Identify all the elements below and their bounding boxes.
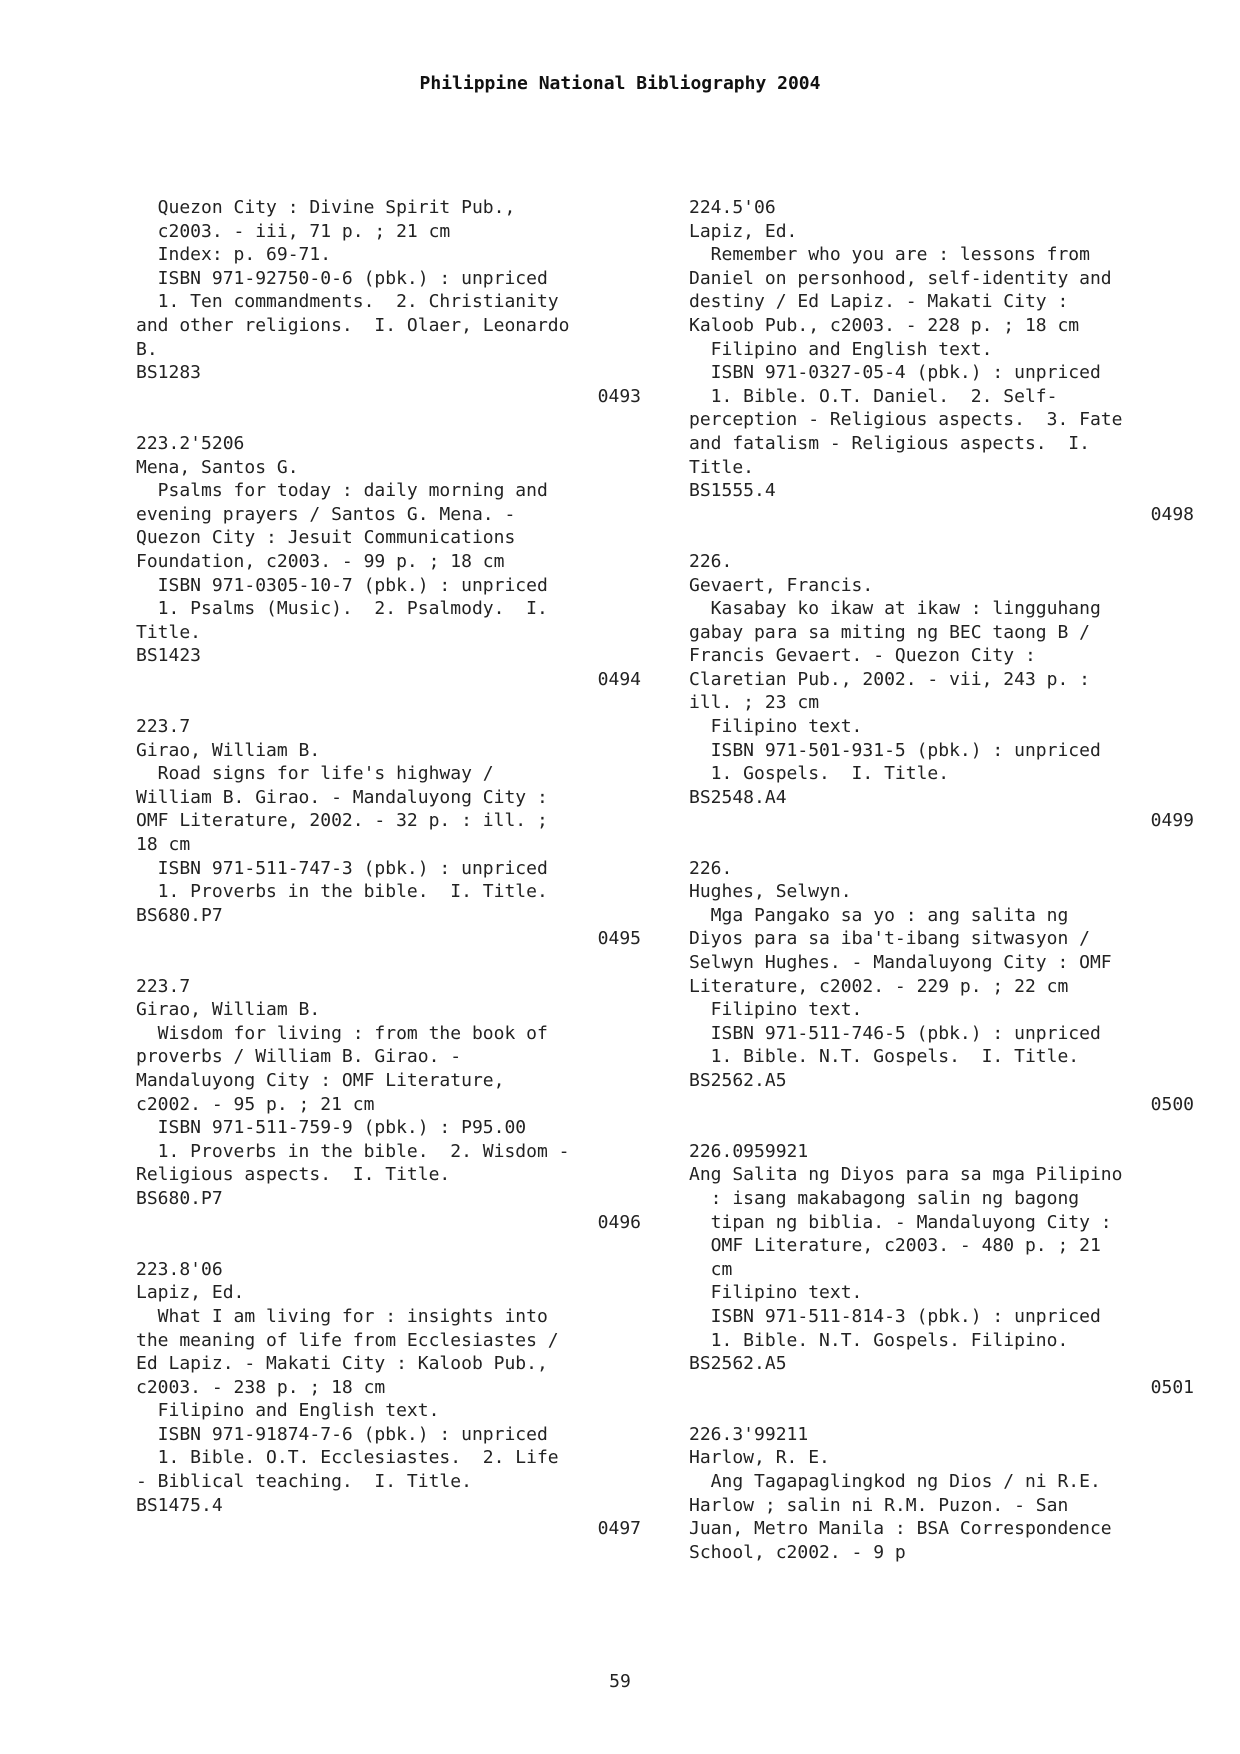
entry-number: 0495 bbox=[597, 928, 641, 950]
entry-line: evening prayers / Santos G. Mena. - bbox=[136, 503, 516, 525]
entry-line: Hughes, Selwyn. bbox=[689, 881, 852, 903]
bibliography-entry bbox=[689, 550, 1194, 833]
entry-line: 1. Bible. O.T. Ecclesiastes. 2. Life bbox=[136, 1447, 559, 1469]
entry-line: perception - Religious aspects. 3. Fate bbox=[689, 409, 1123, 431]
entry-line: cm bbox=[689, 1258, 733, 1280]
entry-line: BS2562.A5 bbox=[689, 1069, 787, 1091]
entry-line: and other religions. I. Olaer, Leonardo bbox=[136, 314, 570, 336]
entry-line: 226.3'99211 bbox=[689, 1423, 809, 1445]
entry-line: What I am living for : insights into bbox=[136, 1305, 548, 1327]
left-column bbox=[136, 196, 641, 1564]
bibliography-entry bbox=[689, 1423, 1194, 1565]
page-number: 59 bbox=[609, 1671, 631, 1692]
entry-line: - Biblical teaching. I. Title. bbox=[136, 1471, 472, 1493]
entry-line: Foundation, c2003. - 99 p. ; 18 cm bbox=[136, 550, 505, 572]
entry-line: Mena, Santos G. bbox=[136, 456, 299, 478]
entry-line: Title. bbox=[136, 621, 202, 643]
entry-line: 1. Proverbs in the bible. 2. Wisdom - bbox=[136, 1140, 570, 1162]
entry-line: 18 cm bbox=[136, 834, 191, 856]
entry-line: ISBN 971-511-747-3 (pbk.) : unpriced bbox=[136, 857, 548, 879]
bibliography-entry bbox=[136, 1258, 641, 1541]
entry-line: ill. ; 23 cm bbox=[689, 692, 820, 714]
entry-line: BS680.P7 bbox=[136, 904, 223, 926]
entry-line: BS1475.4 bbox=[136, 1494, 223, 1516]
entry-line: Selwyn Hughes. - Mandaluyong City : OMF bbox=[689, 952, 1112, 973]
entry-line: Girao, William B. bbox=[136, 999, 321, 1021]
entry-line: Diyos para sa iba't-ibang sitwasyon / bbox=[689, 928, 1090, 950]
entry-line: 226.0959921 bbox=[689, 1140, 809, 1162]
entry-line: Lapiz, Ed. bbox=[136, 1282, 245, 1304]
entry-line: Lapiz, Ed. bbox=[689, 220, 798, 242]
entry-line: School, c2002. - 9 p bbox=[689, 1541, 906, 1563]
entry-line: 224.5'06 bbox=[689, 197, 776, 218]
entry-line: BS680.P7 bbox=[136, 1187, 223, 1209]
entry-line: Title. bbox=[689, 456, 755, 478]
entry-line: destiny / Ed Lapiz. - Makati City : bbox=[689, 291, 1069, 313]
bibliography-entry bbox=[136, 432, 641, 692]
entry-line: Filipino text. bbox=[689, 716, 863, 738]
entry-line: and fatalism - Religious aspects. I. bbox=[689, 432, 1090, 454]
entry-line: Francis Gevaert. - Quezon City : bbox=[689, 645, 1036, 667]
entry-line: Ed Lapiz. - Makati City : Kaloob Pub., bbox=[136, 1353, 548, 1375]
entry-line: Filipino and English text. bbox=[136, 1400, 440, 1422]
entry-line: 226. bbox=[689, 857, 733, 879]
entry-line: Gevaert, Francis. bbox=[689, 574, 874, 596]
entry-number: 0501 bbox=[1150, 1376, 1194, 1398]
entry-line: 1. Proverbs in the bible. I. Title. bbox=[136, 881, 548, 903]
entry-line: ISBN 971-0327-05-4 (pbk.) : unpriced bbox=[689, 362, 1101, 384]
entry-line: Ang Salita ng Diyos para sa mga Pilipino bbox=[689, 1164, 1123, 1186]
entry-line: 1. Psalms (Music). 2. Psalmody. I. bbox=[136, 598, 548, 620]
entry-line: proverbs / William B. Girao. - bbox=[136, 1046, 462, 1068]
entry-line: Mga Pangako sa yo : ang salita ng bbox=[689, 904, 1069, 926]
bibliography-entry bbox=[689, 857, 1194, 1117]
entry-line: Filipino and English text. bbox=[689, 338, 993, 360]
entry-number: 0499 bbox=[1150, 810, 1194, 832]
entry-line: Claretian Pub., 2002. - vii, 243 p. : bbox=[689, 668, 1090, 690]
entry-line: OMF Literature, c2003. - 480 p. ; 21 bbox=[689, 1235, 1101, 1257]
entry-number: 0493 bbox=[597, 385, 641, 407]
entry-line: Girao, William B. bbox=[136, 739, 321, 761]
entry-line: Religious aspects. I. Title. bbox=[136, 1164, 451, 1186]
entry-line: OMF Literature, 2002. - 32 p. : ill. ; bbox=[136, 810, 548, 832]
entry-line: B. bbox=[136, 338, 158, 360]
right-column bbox=[689, 196, 1194, 1588]
entry-line: 223.7 bbox=[136, 716, 191, 738]
bibliography-entry bbox=[136, 715, 641, 951]
entry-number: 0500 bbox=[1150, 1093, 1194, 1115]
entry-line: 223.8'06 bbox=[136, 1258, 223, 1280]
entry-line: 1. Bible. N.T. Gospels. I. Title. bbox=[689, 1046, 1080, 1068]
entry-line: Quezon City : Divine Spirit Pub., bbox=[136, 197, 516, 218]
entry-line: Wisdom for living : from the book of bbox=[136, 1022, 548, 1044]
entry-number: 0497 bbox=[597, 1518, 641, 1540]
entry-line: Quezon City : Jesuit Communications bbox=[136, 527, 516, 549]
entry-line: BS2562.A5 bbox=[689, 1353, 787, 1375]
bibliography-entry bbox=[689, 196, 1194, 526]
entry-line: 226. bbox=[689, 550, 733, 572]
entry-line: ISBN 971-0305-10-7 (pbk.) : unpriced bbox=[136, 574, 548, 596]
entry-line: William B. Girao. - Mandaluyong City : bbox=[136, 786, 548, 808]
entry-line: the meaning of life from Ecclesiastes / bbox=[136, 1329, 559, 1351]
entry-line: Kaloob Pub., c2003. - 228 p. ; 18 cm bbox=[689, 314, 1080, 336]
entry-line: ISBN 971-501-931-5 (pbk.) : unpriced bbox=[689, 739, 1101, 761]
entry-number: 0494 bbox=[597, 668, 641, 690]
entry-line: BS1555.4 bbox=[689, 480, 776, 502]
entry-line: 223.7 bbox=[136, 975, 191, 997]
entry-line: Index: p. 69-71. bbox=[136, 244, 332, 266]
entry-line: ISBN 971-91874-7-6 (pbk.) : unpriced bbox=[136, 1423, 548, 1445]
bibliography-entry bbox=[689, 1140, 1194, 1400]
bibliography-entry bbox=[136, 196, 641, 408]
entry-line: c2003. - 238 p. ; 18 cm bbox=[136, 1376, 386, 1398]
entry-line: Remember who you are : lessons from bbox=[689, 244, 1090, 266]
entry-line: Mandaluyong City : OMF Literature, bbox=[136, 1069, 505, 1091]
entry-line: Road signs for life's highway / bbox=[136, 763, 494, 785]
entry-line: gabay para sa miting ng BEC taong B / bbox=[689, 621, 1090, 643]
entry-line: BS1423 bbox=[136, 645, 202, 667]
entry-line: ISBN 971-511-746-5 (pbk.) : unpriced bbox=[689, 1022, 1101, 1044]
entry-line: Harlow ; salin ni R.M. Puzon. - San bbox=[689, 1494, 1069, 1516]
entry-line: BS1283 bbox=[136, 362, 202, 384]
entry-line: c2002. - 95 p. ; 21 cm bbox=[136, 1093, 375, 1115]
page-header-title: Philippine National Bibliography 2004 bbox=[419, 73, 821, 94]
entry-line: Filipino text. bbox=[689, 999, 863, 1021]
entry-number: 0498 bbox=[1150, 503, 1194, 525]
entry-line: Literature, c2002. - 229 p. ; 22 cm bbox=[689, 975, 1069, 997]
entry-line: BS2548.A4 bbox=[689, 786, 787, 808]
entry-number: 0496 bbox=[597, 1211, 641, 1233]
entry-line: : isang makabagong salin ng bagong bbox=[689, 1187, 1080, 1209]
entry-line: Daniel on personhood, self-identity and bbox=[689, 267, 1112, 289]
entry-line: ISBN 971-92750-0-6 (pbk.) : unpriced bbox=[136, 267, 548, 289]
entry-line: tipan ng biblia. - Mandaluyong City : bbox=[689, 1211, 1112, 1233]
entry-line: 1. Bible. N.T. Gospels. Filipino. bbox=[689, 1329, 1069, 1351]
entry-line: 1. Gospels. I. Title. bbox=[689, 763, 950, 785]
entry-line: 1. Ten commandments. 2. Christianity bbox=[136, 291, 559, 313]
entry-line: Psalms for today : daily morning and bbox=[136, 480, 548, 502]
entry-line: Filipino text. bbox=[689, 1282, 863, 1304]
entry-line: 1. Bible. O.T. Daniel. 2. Self- bbox=[689, 385, 1058, 407]
entry-line: Juan, Metro Manila : BSA Correspondence bbox=[689, 1518, 1112, 1540]
entry-line: Kasabay ko ikaw at ikaw : lingguhang bbox=[689, 598, 1101, 620]
entry-line: 223.2'5206 bbox=[136, 432, 245, 454]
entry-line: Ang Tagapaglingkod ng Dios / ni R.E. bbox=[689, 1471, 1101, 1493]
entry-line: Harlow, R. E. bbox=[689, 1447, 830, 1469]
bibliography-entry bbox=[136, 975, 641, 1235]
entry-line: ISBN 971-511-814-3 (pbk.) : unpriced bbox=[689, 1305, 1101, 1327]
entry-line: ISBN 971-511-759-9 (pbk.) : P95.00 bbox=[136, 1117, 527, 1139]
entry-line: c2003. - iii, 71 p. ; 21 cm bbox=[136, 220, 451, 242]
